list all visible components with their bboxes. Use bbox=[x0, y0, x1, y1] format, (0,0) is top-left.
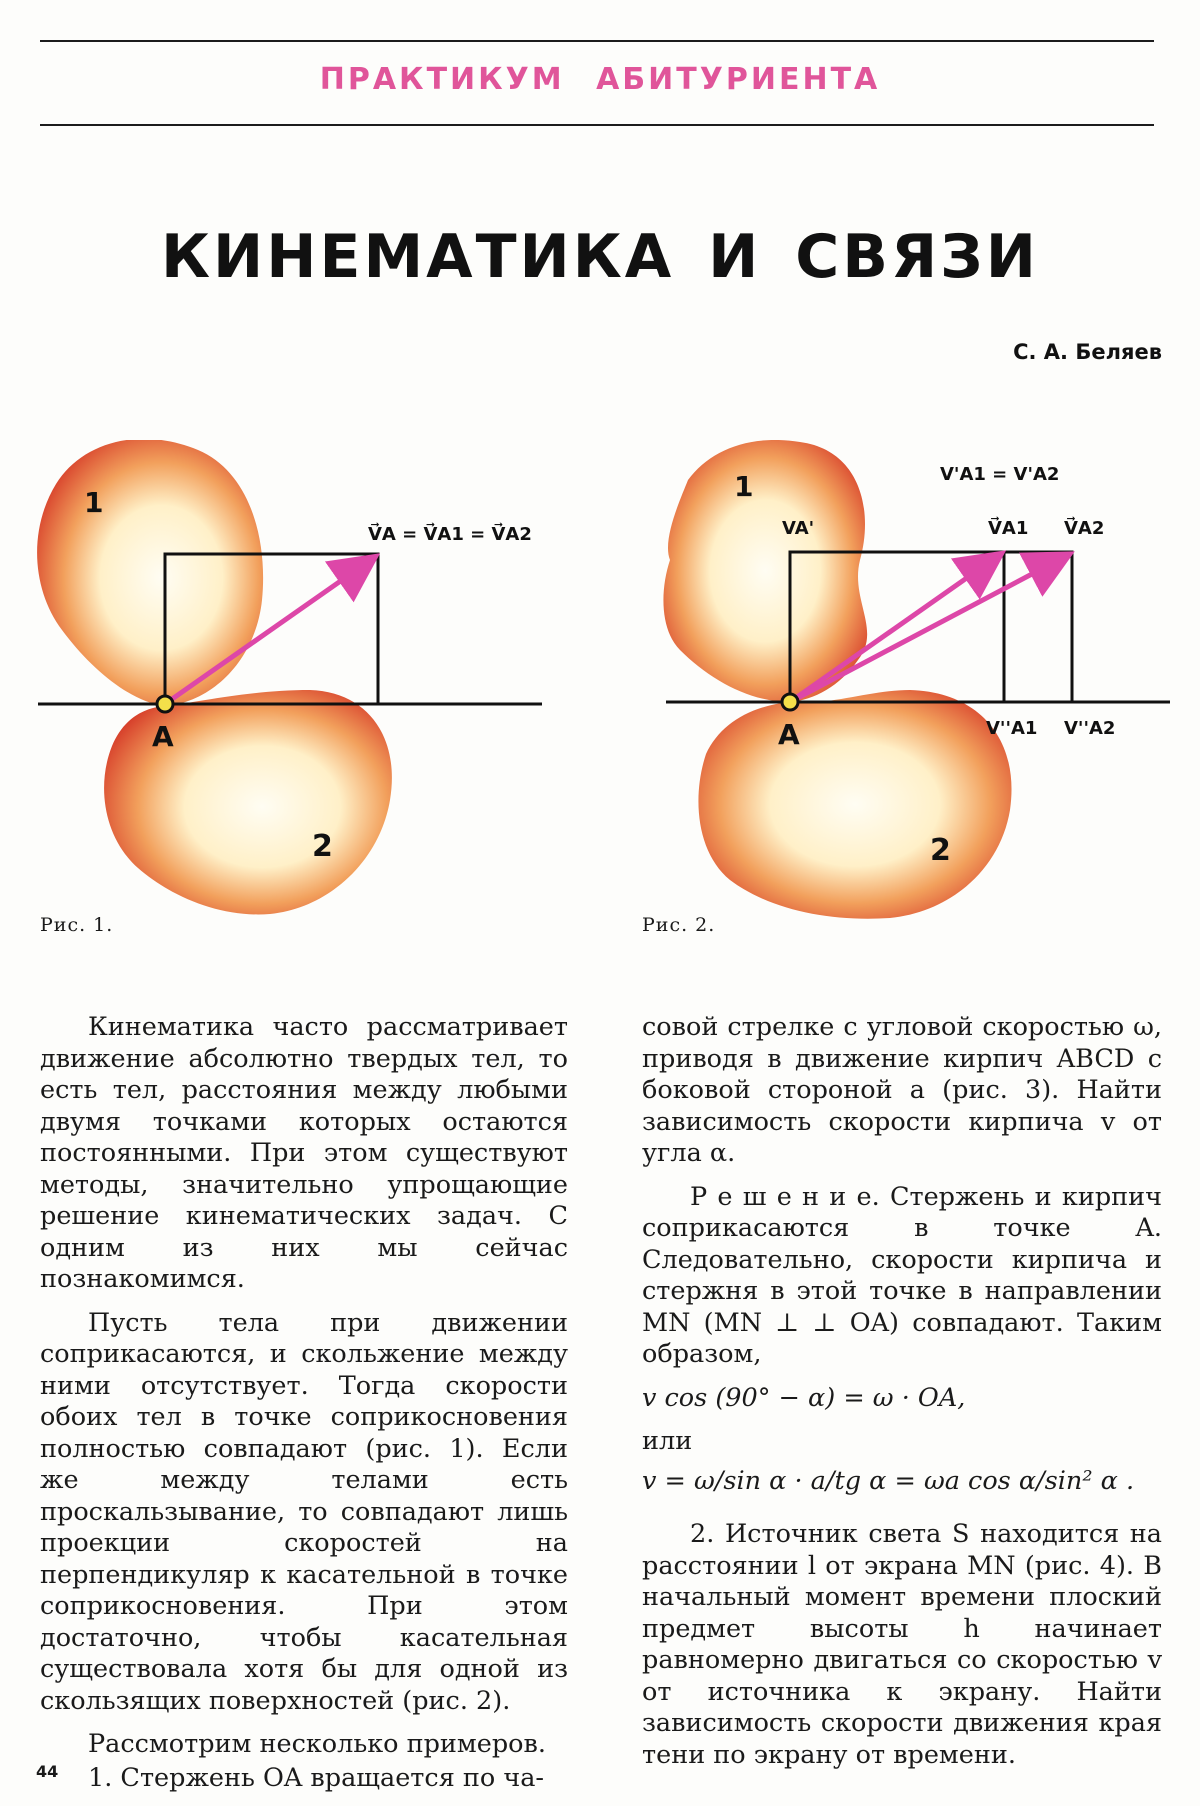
contact-point bbox=[157, 696, 173, 712]
body-1-label: 1 bbox=[84, 486, 104, 519]
body-1-label-fig2: 1 bbox=[734, 470, 754, 503]
paragraph-problem-1-cont: совой стрелке с угловой скоростью ω, приводя в движение кирпич ABCD с боковой стороной a (рис. 3). Найти зависимость скорости кирпича v от угла α. bbox=[642, 1012, 1162, 1168]
point-a-label: A bbox=[152, 720, 174, 753]
body-1-shape-fig2 bbox=[663, 440, 867, 702]
rubric-rule bbox=[40, 124, 1154, 126]
body-1-shape bbox=[37, 440, 263, 706]
formula-2: v = ω/sin α · a/tg α = ωa cos α/sin² α . bbox=[642, 1465, 1135, 1496]
paragraph-examples: Рассмотрим несколько примеров. bbox=[88, 1729, 546, 1759]
left-column bbox=[40, 1012, 568, 1806]
figure-2 bbox=[600, 440, 1200, 950]
figure-2-caption: Рис. 2. bbox=[642, 914, 716, 936]
paragraph-problem-2: 2. Источник света S находится на расстоянии l от экрана MN (рис. 4). В начальный момент времени плоский предмет высоты h начинает равномерно двигаться со скоростью v от источника к экрану. Найти зависимость скорости движения края тени по экрану от времени. bbox=[642, 1519, 1162, 1770]
top-rule bbox=[40, 40, 1154, 42]
figure-1-caption: Рис. 1. bbox=[40, 914, 114, 936]
page-number: 44 bbox=[36, 1762, 59, 1781]
formula-1: v cos (90° − α) = ω · OA, bbox=[642, 1382, 966, 1413]
body-2-shape bbox=[104, 690, 392, 914]
va1-label: V⃗A1 bbox=[988, 518, 1029, 539]
equal-prime-label: V'A1 = V'A2 bbox=[940, 464, 1060, 485]
va1-double-prime-label: V''A1 bbox=[986, 718, 1038, 739]
paragraph-problem-1-start: 1. Стержень OA вращается по ча- bbox=[88, 1762, 545, 1793]
paragraph-contact: Пусть тела при движении соприкасаются, и скольжение между ними отсутствует. Тогда скорости обоих тел в точке соприкосновения полностью совпадают (рис. 1). Если же между телами есть проскальзывание, то совпадают лишь проекции скоростей на перпендикуляр к касательной в точке соприкосновения. При этом достаточно, чтобы касательная существовала хотя бы для одной из скользящих поверхностей (рис. 2). bbox=[40, 1307, 568, 1716]
paragraph-solution: Р е ш е н и е. Стержень и кирпич соприкасаются в точке A. Следовательно, скорости кирпича и стержня в этой точке в направлении MN (MN ⊥ ⊥ OA) совпадают. Таким образом, bbox=[642, 1181, 1162, 1369]
contact-point-fig2 bbox=[782, 694, 798, 710]
body-2-label: 2 bbox=[312, 829, 333, 864]
paragraph-intro: Кинематика часто рассматривает движение абсолютно твердых тел, то есть тел, расстояния между любыми двумя точками которых остаются постоянными. При этом существуют методы, значительно упрощающие решение кинематических задач. С одним из них мы сейчас познакомимся. bbox=[40, 1012, 568, 1294]
va2-double-prime-label: V''A2 bbox=[1064, 718, 1116, 739]
body-2-shape-fig2 bbox=[698, 690, 1011, 919]
article-author: С. А. Беляев bbox=[1013, 340, 1162, 364]
body-2-label-fig2: 2 bbox=[930, 833, 951, 868]
article-title: КИНЕМАТИКА И СВЯЗИ bbox=[160, 222, 1040, 292]
right-column bbox=[642, 1012, 1162, 1783]
va-prime-label: VA' bbox=[782, 518, 815, 539]
point-a-label-fig2: A bbox=[778, 718, 800, 751]
va2-label: V⃗A2 bbox=[1064, 518, 1105, 539]
velocity-label: V⃗A = V⃗A1 = V⃗A2 bbox=[368, 524, 532, 545]
projection-rect-a2 bbox=[1004, 552, 1072, 702]
word-or: или bbox=[642, 1426, 693, 1456]
section-rubric: ПРАКТИКУМ АБИТУРИЕНТА bbox=[319, 62, 881, 97]
figure-1 bbox=[0, 440, 600, 950]
